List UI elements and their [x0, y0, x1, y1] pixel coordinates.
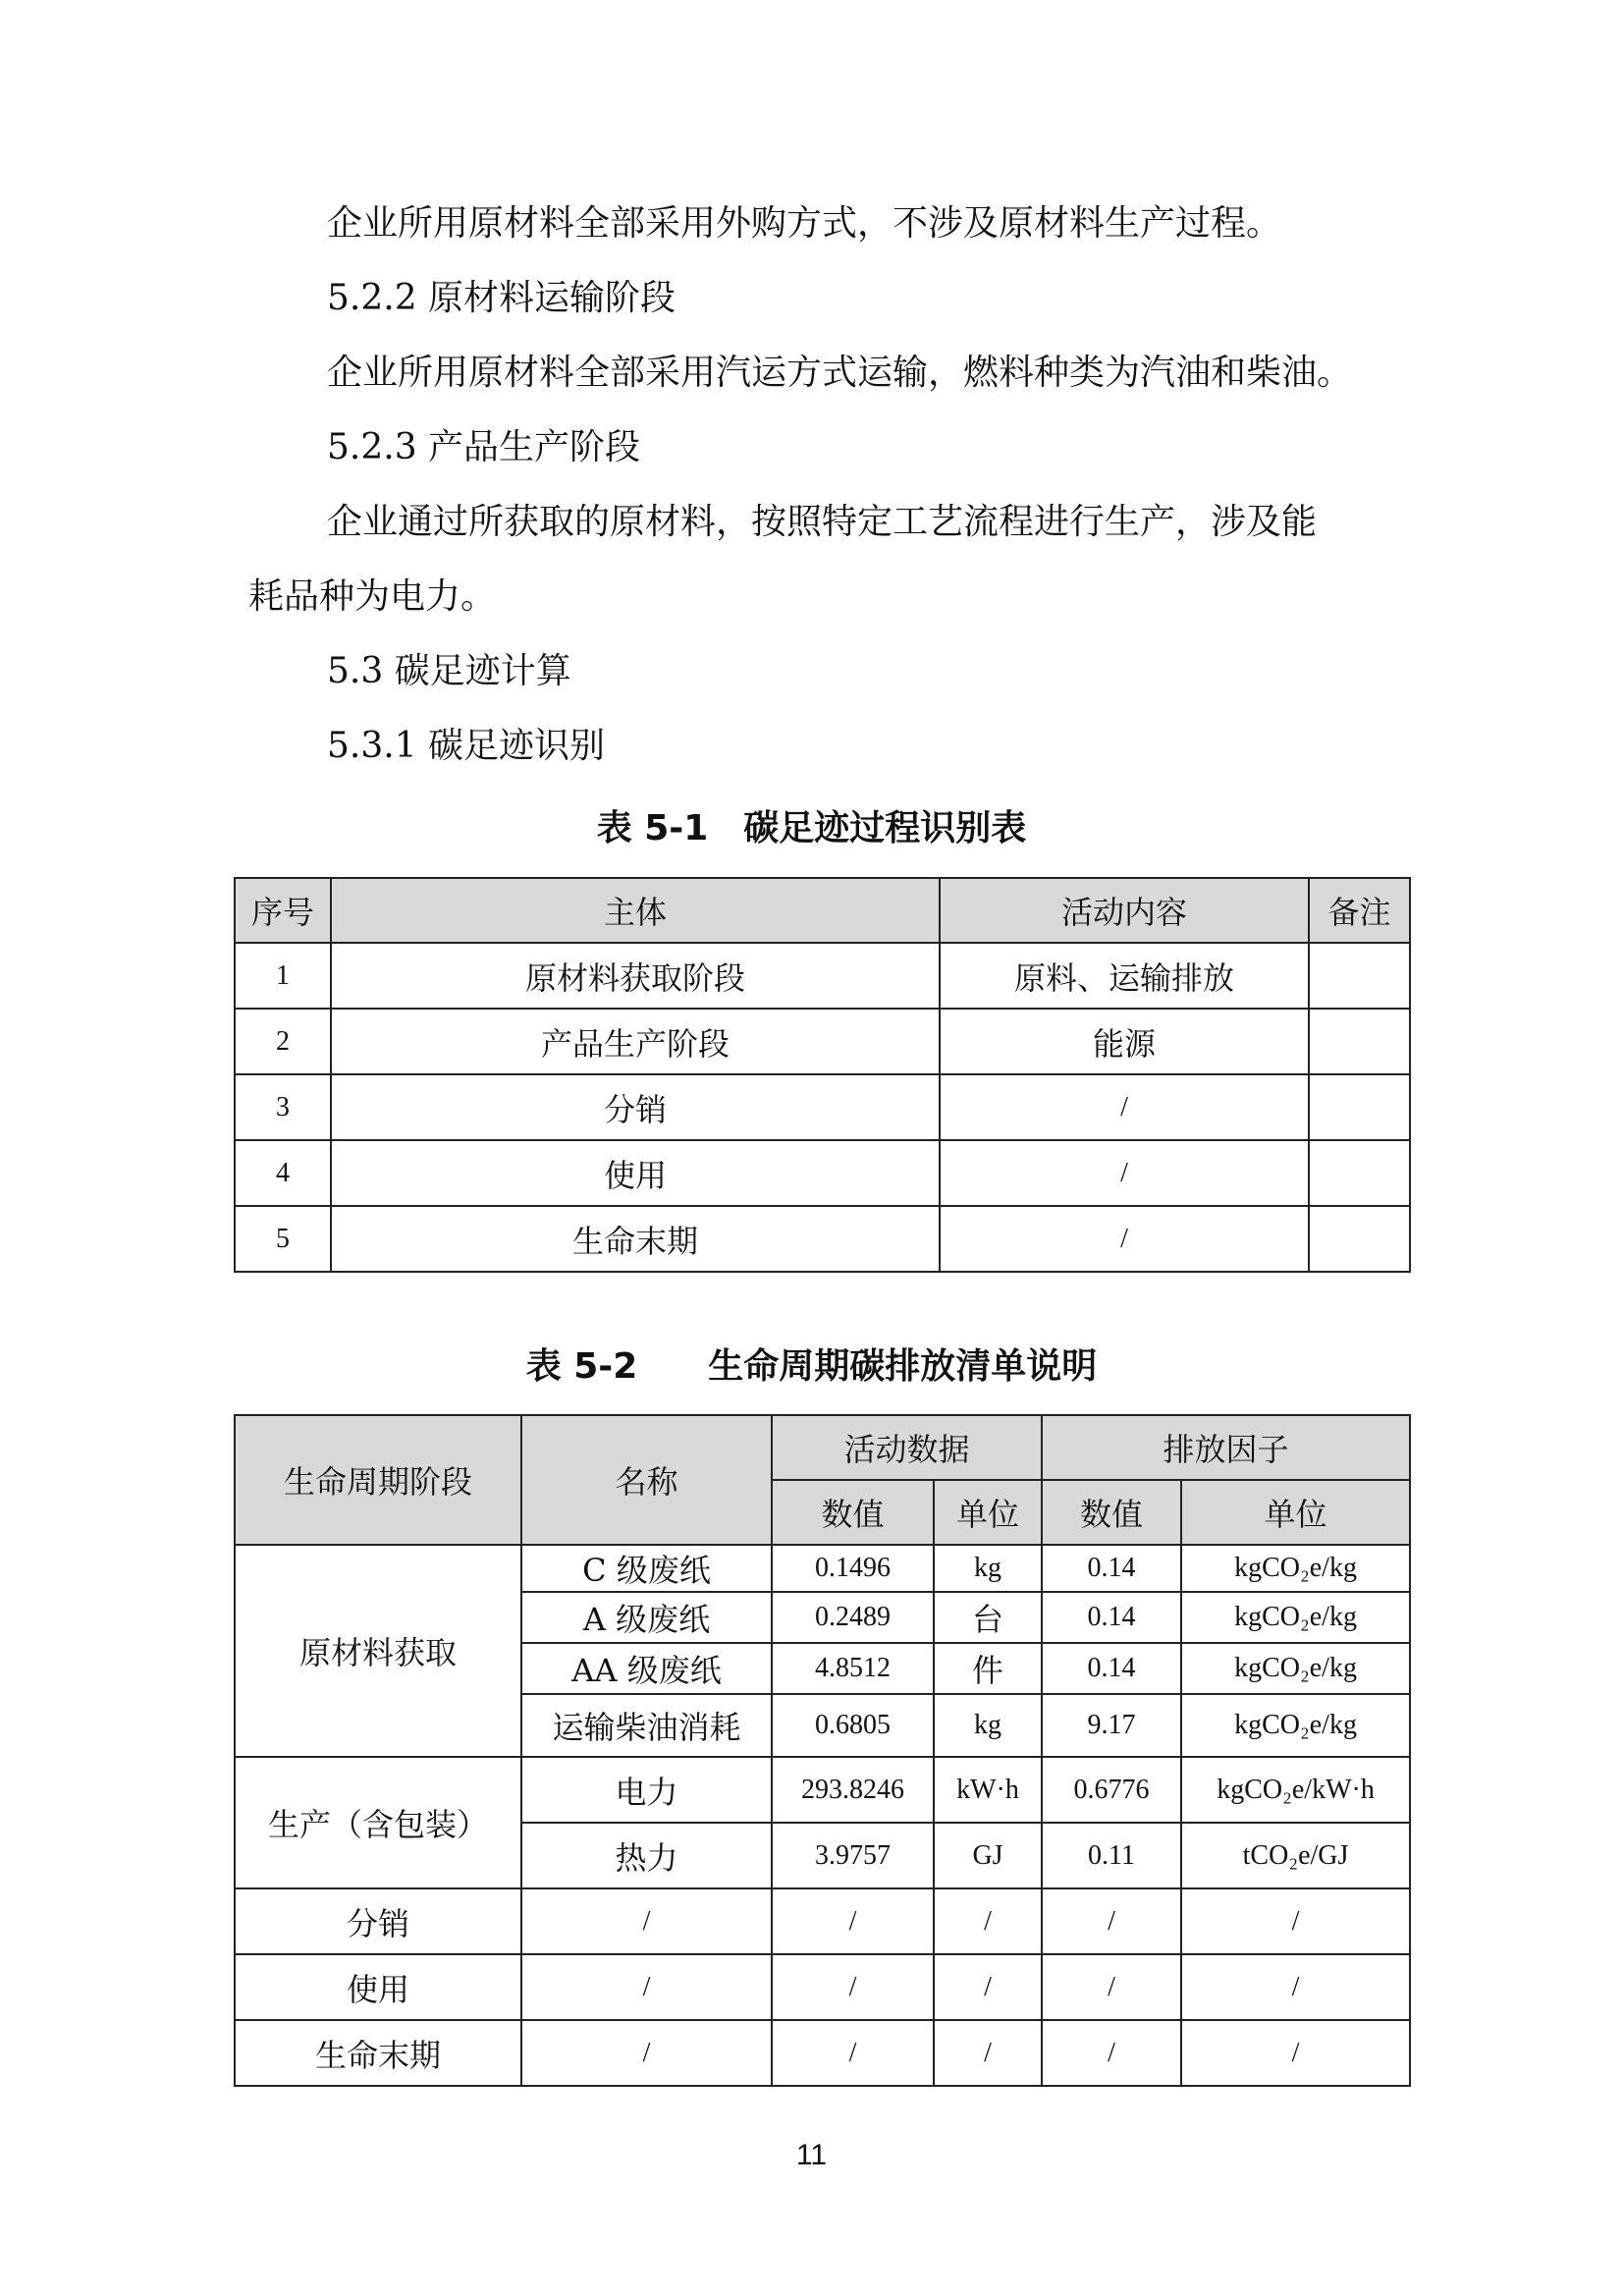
table-cell: 使用	[331, 1140, 940, 1206]
table2-header-factor-value: 数值	[1042, 1480, 1181, 1545]
table-cell: kgCO₂e/kg	[1181, 1643, 1410, 1694]
table-cell: kg	[934, 1545, 1042, 1592]
table-cell: 0.6776	[1042, 1757, 1181, 1823]
table1-header-index: 序号	[235, 878, 331, 943]
table-cell: 1	[235, 943, 331, 1009]
table-cell: 生命末期	[331, 1206, 940, 1272]
table-cell: 4	[235, 1140, 331, 1206]
table-cell: /	[1181, 1954, 1410, 2020]
table1-header-activity: 活动内容	[940, 878, 1309, 943]
table-cell: kW·h	[934, 1757, 1042, 1823]
table-cell: /	[1042, 2020, 1181, 2086]
table-cell: 5	[235, 1206, 331, 1272]
table-cell: C 级废纸	[521, 1545, 772, 1592]
table-cell: 运输柴油消耗	[521, 1694, 772, 1757]
table-cell: /	[521, 1954, 772, 2020]
table-cell: /	[934, 2020, 1042, 2086]
table-cell: /	[772, 2020, 934, 2086]
table-cell	[1309, 1009, 1410, 1074]
table-cell: AA 级废纸	[521, 1643, 772, 1694]
table-cell: 使用	[235, 1954, 521, 2020]
table-cell: 件	[934, 1643, 1042, 1694]
table-cell	[1309, 943, 1410, 1009]
heading-5-2-3: 5.2.3 产品生产阶段	[327, 427, 641, 467]
table-row	[235, 1140, 1410, 1206]
table2-header-row	[235, 1415, 1410, 1480]
table-cell: 0.14	[1042, 1643, 1181, 1694]
page-number: 11	[795, 2139, 828, 2171]
table-row	[235, 1757, 1410, 1823]
table-cell: 0.14	[1042, 1545, 1181, 1592]
table-cell: 生命末期	[235, 2020, 521, 2086]
table-cell: 0.2489	[772, 1592, 934, 1643]
table-cell: 0.6805	[772, 1694, 934, 1757]
table-cell: 能源	[940, 1009, 1309, 1074]
table-row	[235, 943, 1410, 1009]
table-cell: /	[521, 2020, 772, 2086]
lifecycle-emission-table	[234, 1414, 1411, 2087]
table-cell: /	[940, 1140, 1309, 1206]
table-cell	[1309, 1074, 1410, 1140]
heading-5-3: 5.3 碳足迹计算	[327, 651, 571, 691]
stage-cell-raw-material: 原材料获取	[235, 1545, 521, 1757]
table-row	[235, 1009, 1410, 1074]
table-row	[235, 1954, 1410, 2020]
table-cell: /	[521, 1888, 772, 1954]
table2-header-stage: 生命周期阶段	[235, 1415, 521, 1545]
table-cell: /	[772, 1954, 934, 2020]
table-cell: kgCO₂e/kW·h	[1181, 1757, 1410, 1823]
table-cell: kg	[934, 1694, 1042, 1757]
stage-cell-production: 生产（含包装）	[235, 1757, 521, 1888]
table-cell: /	[934, 1954, 1042, 2020]
table1-header-subject: 主体	[331, 878, 940, 943]
table2-header-factor-unit: 单位	[1181, 1480, 1410, 1545]
table-cell: 原材料获取阶段	[331, 943, 940, 1009]
table-row	[235, 1545, 1410, 1592]
table-cell	[1309, 1206, 1410, 1272]
table2-header-activity-unit: 单位	[934, 1480, 1042, 1545]
table-cell: A 级废纸	[521, 1592, 772, 1643]
table-cell: kgCO₂e/kg	[1181, 1592, 1410, 1643]
table-cell: /	[940, 1206, 1309, 1272]
table-row	[235, 1074, 1410, 1140]
paragraph-production-line2: 耗品种为电力。	[248, 576, 497, 617]
table-cell: /	[940, 1074, 1309, 1140]
heading-5-2-2: 5.2.2 原材料运输阶段	[327, 278, 676, 318]
table-cell: 台	[934, 1592, 1042, 1643]
table-row	[235, 2020, 1410, 2086]
paragraph-raw-material-purchase: 企业所用原材料全部采用外购方式，不涉及原材料生产过程。	[327, 203, 1282, 244]
table-cell: 电力	[521, 1757, 772, 1823]
table-cell: /	[1181, 2020, 1410, 2086]
table-cell: GJ	[934, 1823, 1042, 1888]
table-cell: 9.17	[1042, 1694, 1181, 1757]
table-cell: 293.8246	[772, 1757, 934, 1823]
table-cell: 热力	[521, 1823, 772, 1888]
table-cell: /	[1181, 1888, 1410, 1954]
table1-header-row	[235, 878, 1410, 943]
table-row	[235, 1206, 1410, 1272]
table2-header-name: 名称	[521, 1415, 772, 1545]
table-cell: kgCO₂e/kg	[1181, 1545, 1410, 1592]
table-cell: 0.14	[1042, 1592, 1181, 1643]
table-cell: /	[772, 1888, 934, 1954]
table2-caption: 表 5-2 生命周期碳排放清单说明	[525, 1346, 1098, 1387]
paragraph-production-line1: 企业通过所获取的原材料，按照特定工艺流程进行生产，涉及能	[327, 502, 1318, 542]
table2-header-activity-value: 数值	[772, 1480, 934, 1545]
table2-header-emission-factor: 排放因子	[1042, 1415, 1410, 1480]
table-cell: 4.8512	[772, 1643, 934, 1694]
table-cell: tCO₂e/GJ	[1181, 1823, 1410, 1888]
table-cell: 产品生产阶段	[331, 1009, 940, 1074]
table-cell: 3.9757	[772, 1823, 934, 1888]
table-cell: 分销	[235, 1888, 521, 1954]
table-cell: 0.11	[1042, 1823, 1181, 1888]
table1-caption: 表 5-1 碳足迹过程识别表	[596, 808, 1027, 848]
table-cell: kgCO₂e/kg	[1181, 1694, 1410, 1757]
table-row	[235, 1888, 1410, 1954]
table-cell: /	[934, 1888, 1042, 1954]
table-cell: 3	[235, 1074, 331, 1140]
table-cell	[1309, 1140, 1410, 1206]
table-cell: 0.1496	[772, 1545, 934, 1592]
table-cell: /	[1042, 1954, 1181, 2020]
heading-5-3-1: 5.3.1 碳足迹识别	[327, 726, 606, 766]
table-cell: 分销	[331, 1074, 940, 1140]
table1-header-remark: 备注	[1309, 878, 1410, 943]
paragraph-transport: 企业所用原材料全部采用汽运方式运输，燃料种类为汽油和柴油。	[327, 353, 1353, 393]
table-cell: /	[1042, 1888, 1181, 1954]
table-cell: 2	[235, 1009, 331, 1074]
table2-header-activity-data: 活动数据	[772, 1415, 1042, 1480]
carbon-footprint-process-table	[234, 877, 1411, 1273]
table-cell: 原料、运输排放	[940, 943, 1309, 1009]
